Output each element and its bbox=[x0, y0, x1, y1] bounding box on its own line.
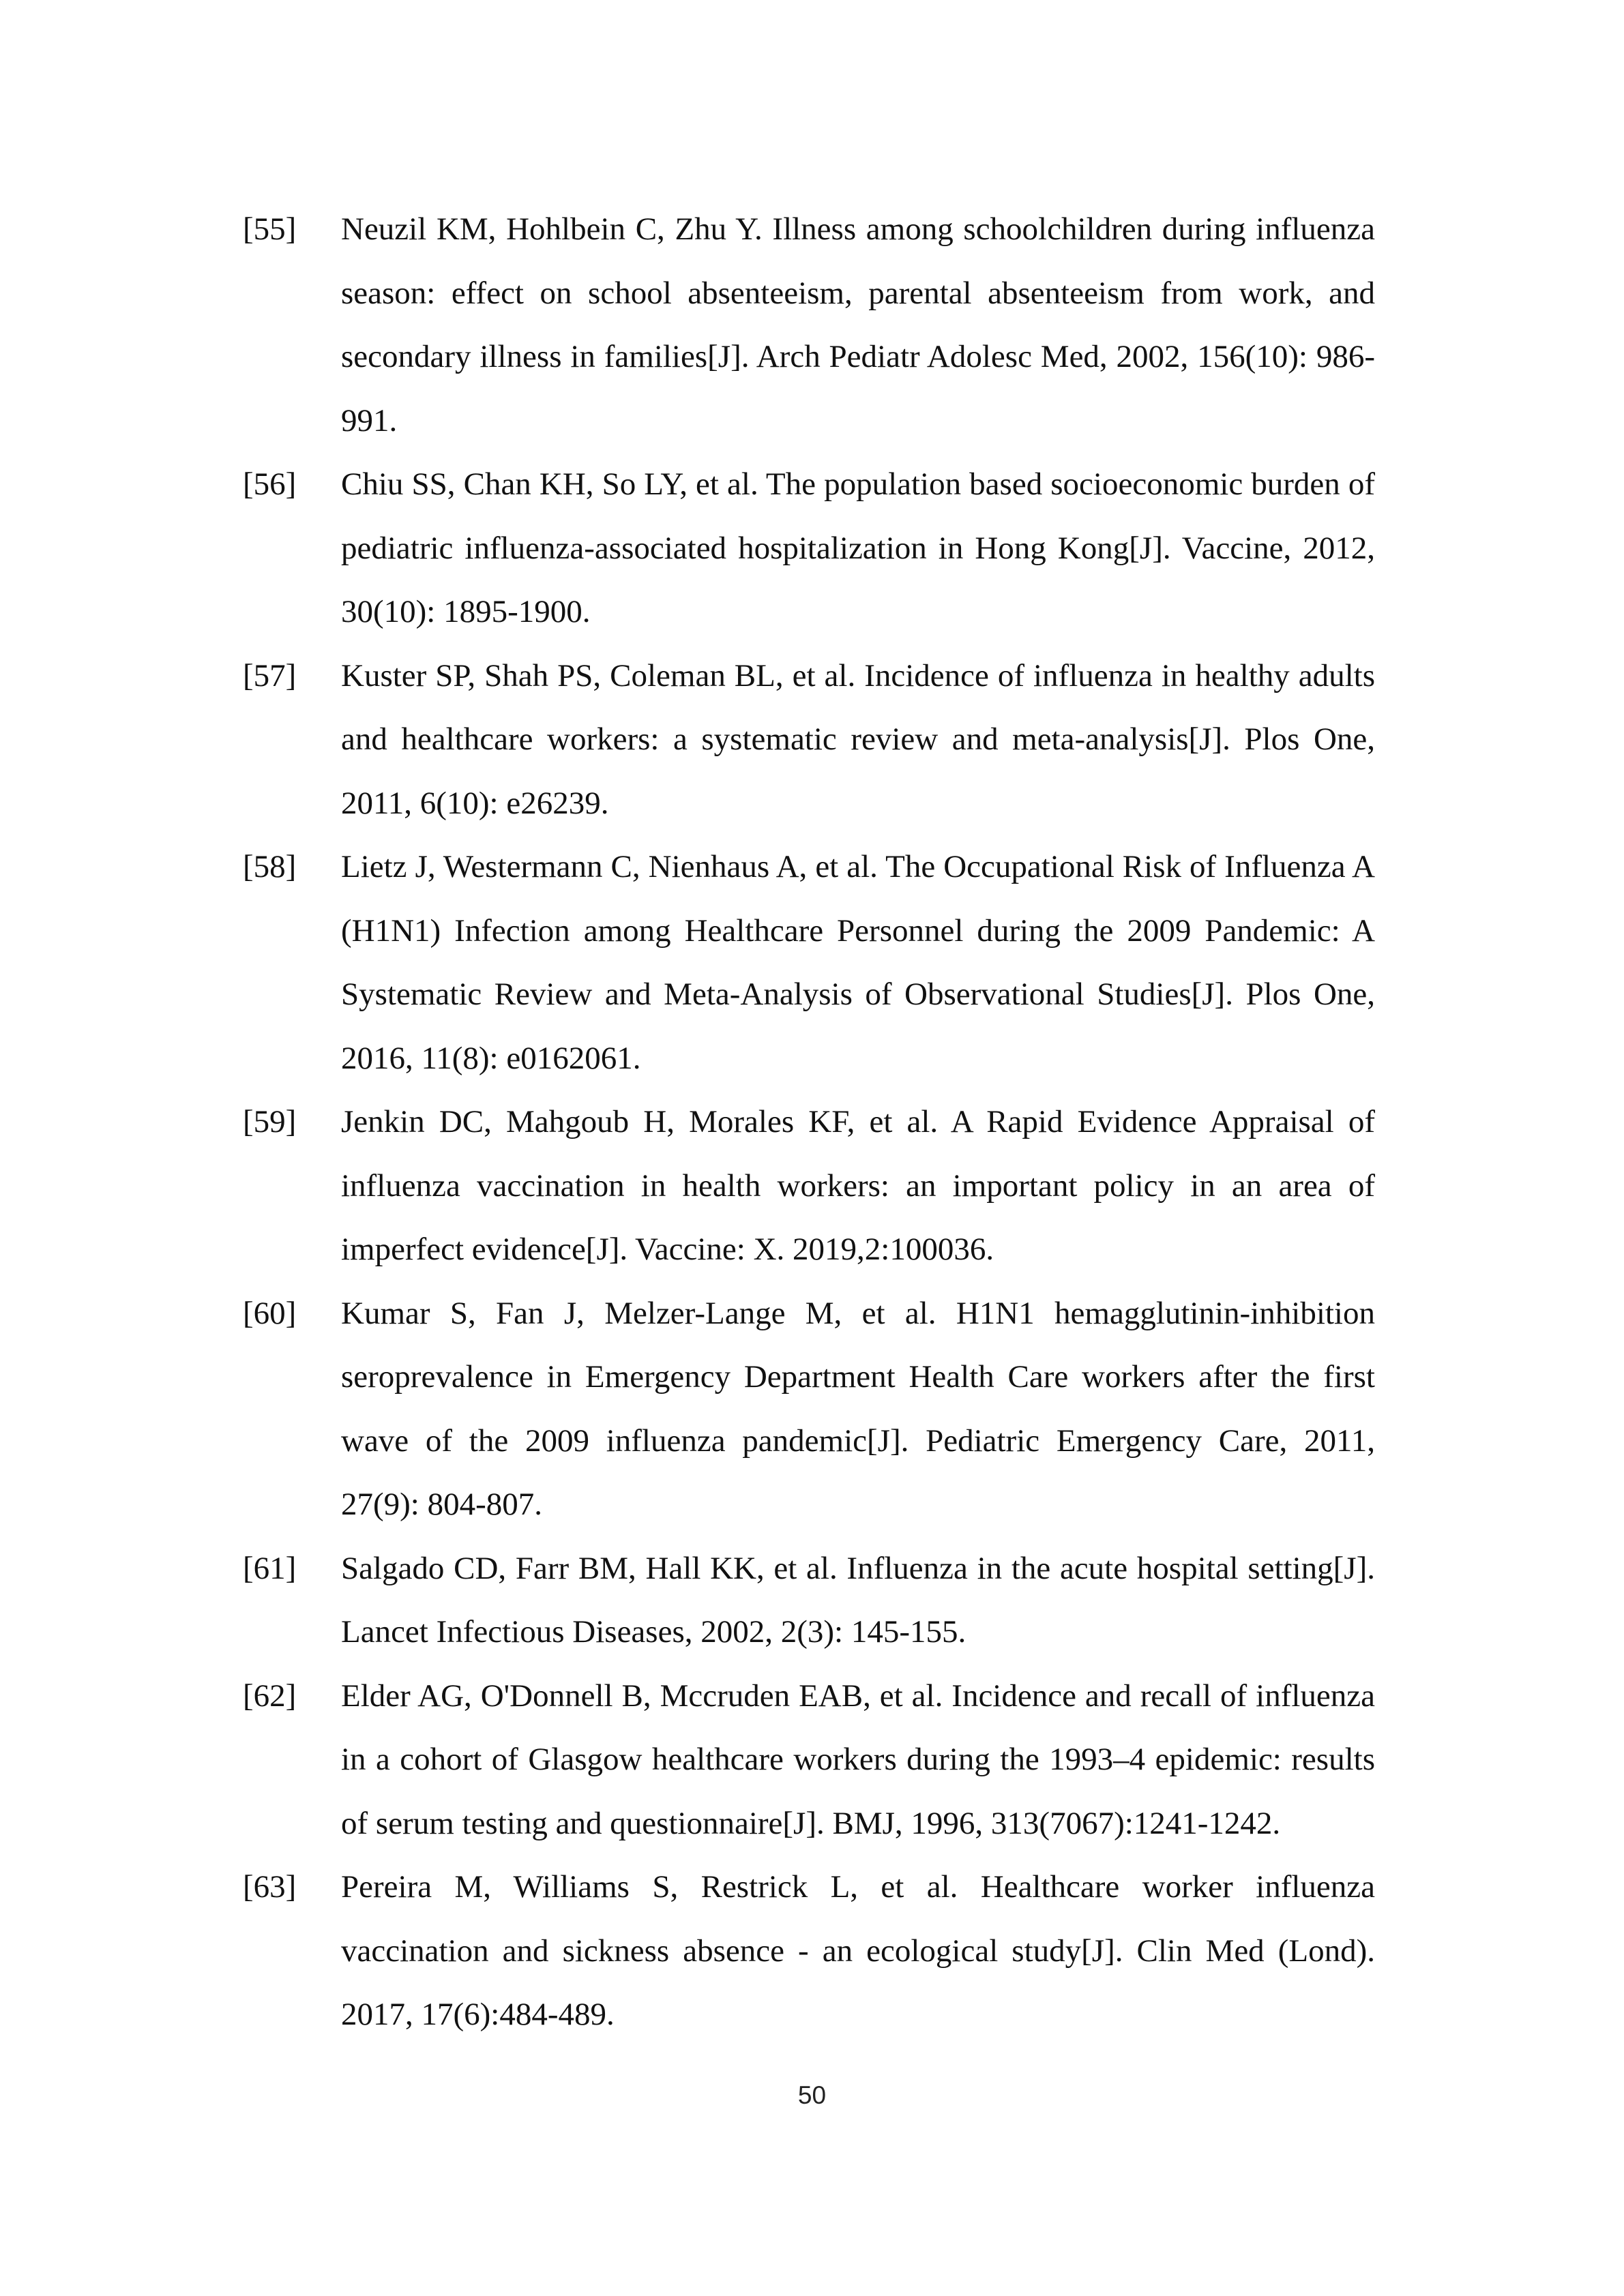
reference-number: [62] bbox=[243, 1678, 297, 1714]
reference-text: Elder AG, O'Donnell B, Mccruden EAB, et al. Incidence and recall of influenza in a cohort of Glasgow healthcare workers during the 1993–4 epidemic: results of serum testing and questionnaire[J]. BMJ, 1996, 313(7067):1241-1242. bbox=[341, 1678, 1375, 1841]
reference-list bbox=[243, 198, 1375, 2047]
reference-58 bbox=[243, 835, 1375, 1090]
reference-text: Jenkin DC, Mahgoub H, Morales KF, et al. A Rapid Evidence Appraisal of influenza vaccination in health workers: an important policy in an area of imperfect evidence[J]. Vaccine: X. 2019,2:100036. bbox=[341, 1104, 1375, 1267]
reference-text: Neuzil KM, Hohlbein C, Zhu Y. Illness among schoolchildren during influenza season: effect on school absenteeism, parental absenteeism from work, and secondary illness in families[J]. Arch Pediatr Adolesc Med, 2002, 156(10): 986-991. bbox=[341, 211, 1375, 438]
reference-63 bbox=[243, 1855, 1375, 2047]
reference-55 bbox=[243, 198, 1375, 453]
page-number: 50 bbox=[797, 2081, 827, 2109]
reference-number: [55] bbox=[243, 211, 297, 247]
reference-number: [56] bbox=[243, 466, 297, 502]
reference-text: Kuster SP, Shah PS, Coleman BL, et al. Incidence of influenza in healthy adults and healthcare workers: a systematic review and meta-analysis[J]. Plos One, 2011, 6(10): e26239. bbox=[341, 657, 1375, 821]
reference-text: Chiu SS, Chan KH, So LY, et al. The population based socioeconomic burden of pediatric influenza-associated hospitalization in Hong Kong[J]. Vaccine, 2012, 30(10): 1895-1900. bbox=[341, 466, 1375, 629]
reference-56 bbox=[243, 453, 1375, 644]
reference-number: [58] bbox=[243, 849, 297, 884]
reference-text: Salgado CD, Farr BM, Hall KK, et al. Influenza in the acute hospital setting[J]. Lancet Infectious Diseases, 2002, 2(3): 145-155. bbox=[341, 1550, 1375, 1650]
reference-text: Pereira M, Williams S, Restrick L, et al. Healthcare worker influenza vaccination and sickness absence - an ecological study[J]. Clin Med (Lond). 2017, 17(6):484-489. bbox=[341, 1869, 1375, 2032]
reference-59 bbox=[243, 1090, 1375, 1282]
reference-61 bbox=[243, 1537, 1375, 1665]
reference-number: [60] bbox=[243, 1295, 297, 1331]
reference-text: Lietz J, Westermann C, Nienhaus A, et al. The Occupational Risk of Influenza A (H1N1) Infection among Healthcare Personnel during the 2009 Pandemic: A Systematic Review and Meta-Analysis of Observational Studies[J]. Plos One, 2016, 11(8): e0162061. bbox=[341, 849, 1375, 1076]
reference-number: [59] bbox=[243, 1104, 297, 1139]
reference-62 bbox=[243, 1665, 1375, 1856]
reference-57 bbox=[243, 644, 1375, 836]
reference-number: [57] bbox=[243, 657, 297, 694]
reference-text: Kumar S, Fan J, Melzer-Lange M, et al. H1N1 hemagglutinin-inhibition seroprevalence in Emergency Department Health Care workers after the first wave of the 2009 influenza pandemic[J]. Pediatric Emergency Care, 2011, 27(9): 804-807. bbox=[341, 1295, 1375, 1522]
reference-60 bbox=[243, 1282, 1375, 1537]
reference-number: [63] bbox=[243, 1869, 297, 1905]
reference-number: [61] bbox=[243, 1550, 297, 1586]
